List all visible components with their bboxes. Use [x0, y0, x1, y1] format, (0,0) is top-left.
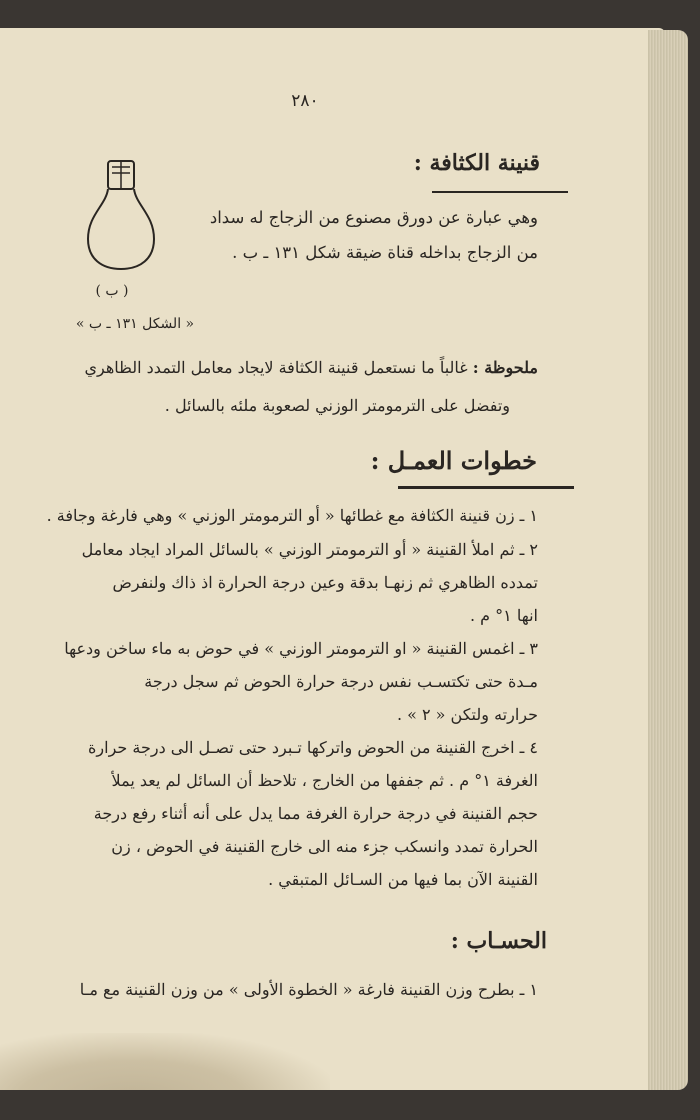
section-heading-procedure: خطوات العمـل : [370, 446, 537, 475]
note-line: وتفضل على الترمومتر الوزني لصعوبة ملئه بالسائل . [164, 396, 510, 415]
step-line: الحرارة تمدد وانسكب جزء منه الى خارج القنينة في الحوض ، زن [111, 837, 538, 856]
section-heading-calculation: الحسـاب : [450, 928, 547, 954]
section-heading-density-bottle: قنينة الكثافة : [413, 150, 540, 176]
calc-line: ١ ـ بطرح وزن القنينة فارغة « الخطوة الأولى » من وزن القنينة مع مـا [79, 980, 538, 999]
heading-underline [398, 486, 574, 489]
step-line: القنينة الآن بما فيها من السـائل المتبقي . [268, 870, 538, 889]
body-line: وهي عبارة عن دورق مصنوع من الزجاج له سداد [209, 208, 538, 227]
step-line: تمدده الظاهري ثم زنهـا بدقة وعين درجة الحرارة اذ ذاك ولنفرض [112, 573, 538, 592]
note-label: ملحوظة : [472, 358, 538, 377]
step-line: ٣ ـ اغمس القنينة « او الترمومتر الوزني » في حوض به ماء ساخن ودعها [64, 639, 538, 658]
book-page [0, 28, 665, 1090]
step-line: انها ١° م . [470, 606, 538, 625]
step-line: حرارته ولتكن « ٢ » . [396, 705, 538, 724]
figure-caption: « الشكل ١٣١ ـ ب » [75, 316, 195, 332]
note-text: غالباً ما نستعمل قنينة الكثافة لايجاد معامل التمدد الظاهري [84, 358, 468, 377]
page-stain [0, 1033, 330, 1090]
body-line: من الزجاج بداخله قناة ضيقة شكل ١٣١ ـ ب . [232, 243, 538, 262]
step-line: مـدة حتى تكتسـب نفس درجة حرارة الحوض ثم سجل درجة [144, 672, 538, 691]
step-line: الغرفة ١° م . ثم جففها من الخارج ، تلاحظ أن السائل لم يعد يملأ [111, 771, 538, 790]
page-number: ٢٨٠ [291, 91, 319, 111]
step-line: ٢ ـ ثم املأ القنينة « أو الترمومتر الوزني » بالسائل المراد ايجاد معامل [81, 540, 538, 559]
step-line: حجم القنينة في درجة حرارة الغرفة مما يدل على أنه أثناء رفع درجة [93, 804, 538, 823]
heading-underline [432, 191, 568, 193]
step-line: ١ ـ زن قنينة الكثافة مع غطائها « أو الترمومتر الوزني » وهي فارغة وجافة . [46, 506, 538, 525]
step-line: ٤ ـ اخرج القنينة من الحوض واتركها تـبرد حتى تصـل الى درجة حرارة [88, 738, 538, 757]
figure-sub-label: ( ب ) [95, 283, 129, 299]
note-line [84, 358, 538, 377]
page-edge [648, 30, 688, 1090]
